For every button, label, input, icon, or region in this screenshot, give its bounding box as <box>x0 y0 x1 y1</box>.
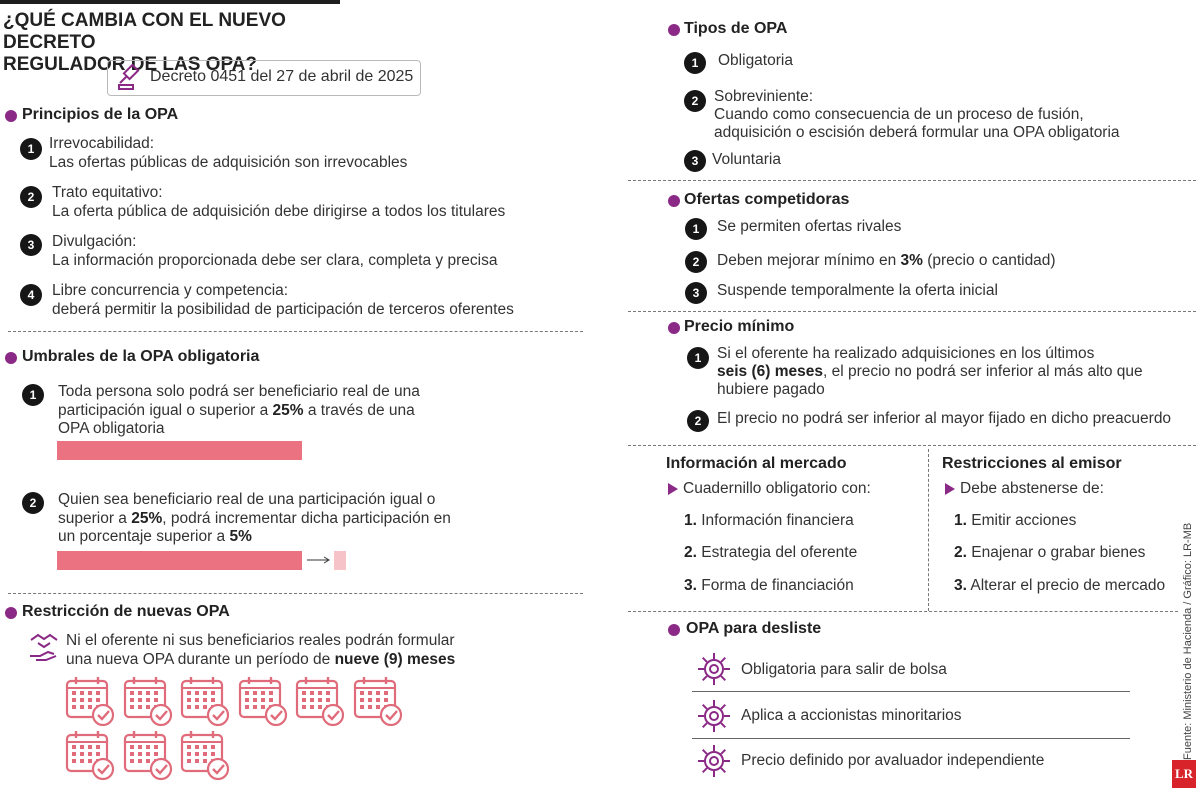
oferta-3-text: Suspende temporalmente la oferta inicial <box>717 282 998 299</box>
oferta-1-number: 1 <box>685 218 707 240</box>
column-divider <box>928 449 929 611</box>
decree-label: Decreto 0451 del 27 de abril de 2025 <box>150 68 414 85</box>
increment-bar-5 <box>334 551 346 570</box>
tipo-3-number: 3 <box>684 150 706 172</box>
info-mercado-sub: Cuadernillo obligatorio con: <box>683 480 871 497</box>
principio-3-head: Divulgación: <box>52 233 137 250</box>
calendar-check-icon <box>123 729 175 786</box>
divider <box>8 593 583 594</box>
tipo-2-line2: Cuando como consecuencia de un proceso de fusión, <box>714 106 1084 123</box>
desliste-item-2: Aplica a accionistas minoritarios <box>741 707 962 724</box>
umbral-2-number: 2 <box>22 492 44 514</box>
restr-item-2: 2. Enajenar o grabar bienes <box>954 544 1146 561</box>
umbral-2-line1: Quien sea beneficiario real de una participación igual o <box>58 491 436 508</box>
principio-4-head: Libre concurrencia y competencia: <box>52 282 289 299</box>
threshold-bar-25 <box>57 441 302 460</box>
principio-3-text: La información proporcionada debe ser clara, completa y precisa <box>52 252 498 269</box>
oferta-3-number: 3 <box>685 282 707 304</box>
top-rule <box>0 0 340 4</box>
restr-emisor-title: Restricciones al emisor <box>942 455 1122 472</box>
precio-title: Precio mínimo <box>684 318 795 335</box>
gavel-icon <box>116 64 144 92</box>
umbral-1-line1: Toda persona solo podrá ser beneficiario real de una <box>58 383 420 400</box>
section-bullet <box>5 110 17 122</box>
info-item-1: 1. Información financiera <box>684 512 854 529</box>
gear-icon <box>695 650 733 693</box>
section-bullet <box>5 352 17 364</box>
precio-2-text: El precio no podrá ser inferior al mayor fijado en dicho preacuerdo <box>717 410 1172 427</box>
gear-icon <box>695 742 733 785</box>
triangle-bullet-icon <box>944 482 956 496</box>
calendar-check-icon <box>238 675 290 732</box>
page-title: ¿QUÉ CAMBIA CON EL NUEVO DECRETO REGULADOR DE LAS OPA? <box>3 10 286 75</box>
calendar-check-icon <box>180 675 232 732</box>
calendar-check-icon <box>123 675 175 732</box>
section-bullet <box>5 607 17 619</box>
principio-1-text: Las ofertas públicas de adquisición son irrevocables <box>49 154 408 171</box>
umbral-1-number: 1 <box>22 384 44 406</box>
principio-3-number: 3 <box>20 234 42 256</box>
precio-2-number: 2 <box>687 410 709 432</box>
restriccion-line1: Ni el oferente ni sus beneficiarios reales podrán formular <box>66 632 455 649</box>
principio-1-head: Irrevocabilidad: <box>49 135 155 152</box>
section-bullet <box>668 624 680 636</box>
decree-box <box>107 60 421 96</box>
triangle-bullet-icon <box>667 482 679 496</box>
handshake-icon <box>28 630 60 664</box>
calendar-check-icon <box>65 675 117 732</box>
tipo-1-text: Obligatoria <box>718 52 793 69</box>
tipo-2-head: Sobreviniente: <box>714 88 814 105</box>
oferta-1-text: Se permiten ofertas rivales <box>717 218 902 235</box>
umbral-1-line3: OPA obligatoria <box>58 420 165 437</box>
section-bullet <box>668 322 680 334</box>
divider <box>628 180 1196 181</box>
tipo-2-number: 2 <box>684 90 706 112</box>
restriccion-title: Restricción de nuevas OPA <box>22 603 230 620</box>
principio-4-text: deberá permitir la posibilidad de participación de terceros oferentes <box>52 301 514 318</box>
source-credit: Fuente: Ministerio de Hacienda / Gráfico: LR-MB <box>1182 522 1194 760</box>
restr-emisor-sub: Debe abstenerse de: <box>960 480 1104 497</box>
oferta-2-number: 2 <box>685 251 707 273</box>
lr-logo: LR <box>1172 760 1196 788</box>
tipo-2-line3: adquisición o escisión deberá formular una OPA obligatoria <box>714 124 1120 141</box>
precio-1-line2: seis (6) meses, el precio no podrá ser inferior al más alto que <box>717 363 1143 380</box>
calendar-check-icon <box>295 675 347 732</box>
restr-item-3: 3. Alterar el precio de mercado <box>954 577 1166 594</box>
divider <box>8 331 583 332</box>
tipos-title: Tipos de OPA <box>684 20 788 37</box>
calendar-check-icon <box>180 729 232 786</box>
calendar-check-icon <box>353 675 405 732</box>
precio-1-line1: Si el oferente ha realizado adquisiciones en los últimos <box>717 345 1095 362</box>
umbral-2-line2: superior a 25%, podrá incrementar dicha participación en <box>58 510 451 527</box>
desliste-item-3: Precio definido por avaluador independiente <box>741 752 1045 769</box>
arrow-right-icon <box>306 554 332 566</box>
info-item-2: 2. Estrategia del oferente <box>684 544 858 561</box>
precio-1-number: 1 <box>687 347 709 369</box>
calendar-check-icon <box>65 729 117 786</box>
divider <box>628 611 1178 612</box>
section-bullet <box>668 24 680 36</box>
umbrales-title: Umbrales de la OPA obligatoria <box>22 348 260 365</box>
gear-icon <box>695 697 733 740</box>
restriccion-line2: una nueva OPA durante un período de nueve (9) meses <box>66 651 456 668</box>
tipo-1-number: 1 <box>684 52 706 74</box>
info-mercado-title: Información al mercado <box>666 455 847 472</box>
precio-1-line3: hubiere pagado <box>717 381 825 398</box>
principio-1-number: 1 <box>20 138 42 160</box>
divider <box>628 445 1196 446</box>
restr-item-1: 1. Emitir acciones <box>954 512 1077 529</box>
divider <box>692 691 1130 692</box>
divider <box>692 738 1130 739</box>
umbral-2-line3: un porcentaje superior a 5% <box>58 528 252 545</box>
principio-2-number: 2 <box>20 186 42 208</box>
desliste-item-1: Obligatoria para salir de bolsa <box>741 661 947 678</box>
ofertas-title: Ofertas competidoras <box>684 191 850 208</box>
umbral-1-line2: participación igual o superior a 25% a través de una <box>58 402 415 419</box>
desliste-title: OPA para desliste <box>686 620 822 637</box>
oferta-2-text: Deben mejorar mínimo en 3% (precio o cantidad) <box>717 252 1056 269</box>
principio-2-text: La oferta pública de adquisición debe dirigirse a todos los titulares <box>52 203 506 220</box>
principios-title: Principios de la OPA <box>22 106 179 123</box>
info-item-3: 3. Forma de financiación <box>684 577 854 594</box>
threshold-bar-25 <box>57 551 302 570</box>
section-bullet <box>668 195 680 207</box>
principio-2-head: Trato equitativo: <box>52 184 163 201</box>
principio-4-number: 4 <box>20 284 42 306</box>
divider <box>628 311 1196 312</box>
tipo-3-text: Voluntaria <box>712 151 781 168</box>
